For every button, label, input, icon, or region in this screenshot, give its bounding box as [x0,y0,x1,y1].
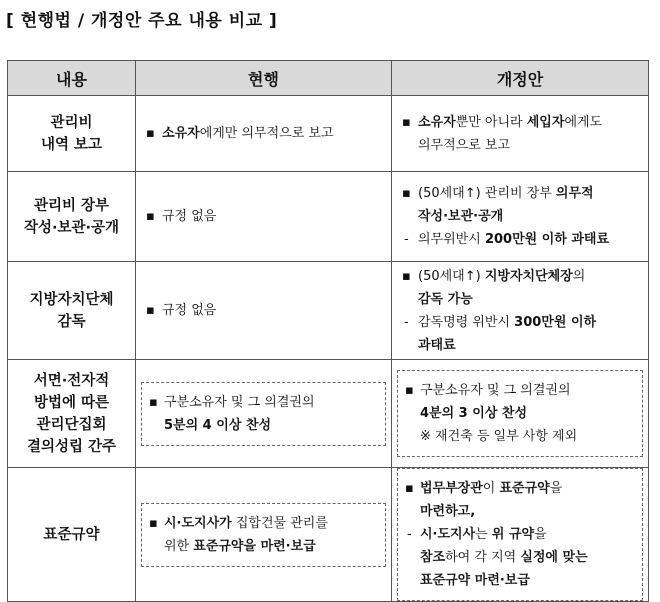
page-title: [ 현행법 / 개정안 주요 내용 비교 ] [6,11,278,31]
header-category: 내용 [8,61,136,96]
bullet-marker: ▪ [402,186,411,201]
dash-marker: - [404,314,409,330]
bullet-marker: ▪ [149,515,158,531]
table-row [8,360,649,468]
table-row [8,96,649,172]
dash-marker: - [404,232,409,247]
bullet-marker: ▪ [149,394,158,410]
table-row [8,262,649,360]
dashed-box: ▪ 시·도지사가 집합건물 관리를 위한 표준규약을 마련·보급 [141,503,386,567]
table-row [8,468,649,602]
bullet-marker: ▪ [405,481,414,496]
row-category: 관리비 내역 보고 [8,96,136,172]
amendment-cell: ▪ 소유자뿐만 아니라 세입자에게도 의무적으로 보고 [392,96,649,172]
row-category: 관리비 장부 작성·보관·공개 [8,172,136,262]
current-cell: ▪ 규정 없음 [136,172,392,262]
bullet-marker: ▪ [146,126,155,141]
dashed-box: ▪ 법무부장관이 표준규약을 마련하고, - 시·도지사는 위 규약을 참조하여 각 지역 실정에 맞는 표준규약 마련·보급 [397,468,643,601]
dash-marker: - [407,527,412,542]
row-category: 서면·전자적 방법에 따른 관리단집회 결의성립 간주 [8,360,136,468]
dashed-box: ▪ 구분소유자 및 그 의결권의 4분의 3 이상 찬성 ※ 재건축 등 일부 사항 제외 [397,370,643,457]
header-row [8,61,649,96]
bullet-marker: ▪ [146,209,155,224]
comparison-table [7,60,649,602]
amendment-cell: ▪ (50세대↑) 지방자치단체장의 감독 가능 - 감독명령 위반시 300만원 이하 과태료 [392,262,649,360]
current-cell: ▪ 규정 없음 [136,262,392,360]
header-current: 현행 [136,61,392,96]
current-cell [136,468,392,602]
bullet-marker: ▪ [402,114,411,130]
current-cell: ▪ 소유자에게만 의무적으로 보고 [136,96,392,172]
amendment-cell [392,468,649,602]
amendment-cell: ▪ (50세대↑) 관리비 장부 의무적 작성·보관·공개 - 의무위반시 200만원 이하 과태료 [392,172,649,262]
header-amendment: 개정안 [392,61,649,96]
dashed-box: ▪ 구분소유자 및 그 의결권의 5분의 4 이상 찬성 [141,382,386,446]
row-category: 표준규약 [8,468,136,602]
bullet-marker: ▪ [146,303,155,318]
table-row [8,172,649,262]
bullet-marker: ▪ [402,268,411,284]
amendment-cell [392,360,649,468]
current-cell [136,360,392,468]
row-category: 지방자치단체 감독 [8,262,136,360]
bullet-marker: ▪ [405,383,414,398]
